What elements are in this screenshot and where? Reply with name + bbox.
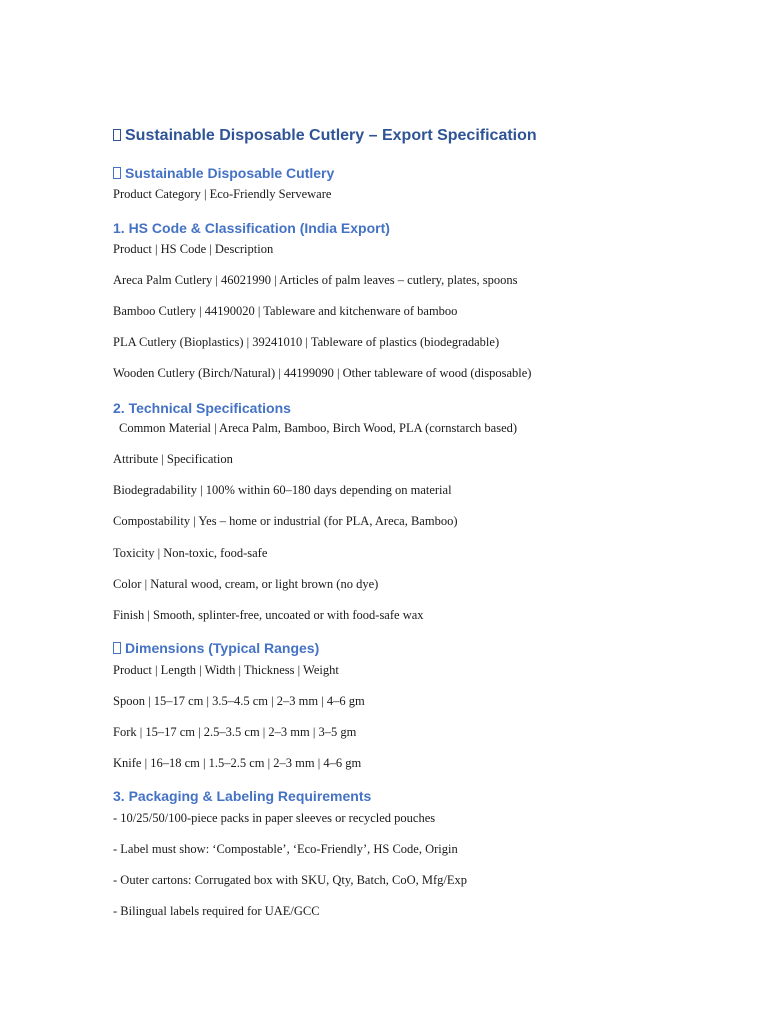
hs-code-heading: 1. HS Code & Classification (India Export) [113, 220, 390, 236]
dimensions-table-header: Product | Length | Width | Thickness | Weight [113, 663, 339, 677]
document-title-text: Sustainable Disposable Cutlery – Export Specification [125, 127, 537, 144]
dimensions-row: Knife | 16–18 cm | 1.5–2.5 cm | 2–3 mm | 4–6 gm [113, 756, 362, 770]
hs-row: Areca Palm Cutlery | 46021990 | Articles of palm leaves – cutlery, plates, spoons [113, 273, 518, 287]
document-title [113, 124, 537, 148]
spec-row: Biodegradability | 100% within 60–180 days depending on material [113, 483, 452, 497]
spec-row: Color | Natural wood, cream, or light brown (no dye) [113, 577, 379, 591]
missing-glyph-icon [113, 129, 121, 141]
dimensions-heading [113, 638, 319, 658]
common-material: Common Material | Areca Palm, Bamboo, Birch Wood, PLA (cornstarch based) [119, 421, 518, 435]
packaging-heading: 3. Packaging & Labeling Requirements [113, 788, 372, 804]
spec-row: Toxicity | Non-toxic, food-safe [113, 546, 268, 560]
missing-glyph-icon [113, 642, 121, 654]
hs-table-header: Product | HS Code | Description [113, 242, 274, 256]
product-heading [113, 163, 334, 183]
product-heading-text: Sustainable Disposable Cutlery [125, 165, 335, 181]
spec-row: Finish | Smooth, splinter-free, uncoated or with food-safe wax [113, 608, 424, 622]
packaging-item: - Bilingual labels required for UAE/GCC [113, 904, 320, 918]
dimensions-row: Fork | 15–17 cm | 2.5–3.5 cm | 2–3 mm | 3–5 gm [113, 725, 357, 739]
spec-row: Compostability | Yes – home or industrial (for PLA, Areca, Bamboo) [113, 514, 458, 528]
spec-table-header: Attribute | Specification [113, 452, 233, 466]
product-category: Product Category | Eco-Friendly Serveware [113, 187, 332, 201]
dimensions-heading-text: Dimensions (Typical Ranges) [125, 640, 320, 656]
hs-row: Wooden Cutlery (Birch/Natural) | 44199090 | Other tableware of wood (disposable) [113, 366, 532, 380]
hs-row: Bamboo Cutlery | 44190020 | Tableware and kitchenware of bamboo [113, 304, 458, 318]
hs-row: PLA Cutlery (Bioplastics) | 39241010 | Tableware of plastics (biodegradable) [113, 335, 500, 349]
missing-glyph-icon [113, 167, 121, 179]
packaging-item: - Outer cartons: Corrugated box with SKU, Qty, Batch, CoO, Mfg/Exp [113, 873, 467, 887]
technical-specs-heading: 2. Technical Specifications [113, 400, 291, 416]
packaging-item: - 10/25/50/100-piece packs in paper sleeves or recycled pouches [113, 811, 436, 825]
dimensions-row: Spoon | 15–17 cm | 3.5–4.5 cm | 2–3 mm | 4–6 gm [113, 694, 365, 708]
packaging-item: - Label must show: ‘Compostable’, ‘Eco-Friendly’, HS Code, Origin [113, 842, 458, 856]
